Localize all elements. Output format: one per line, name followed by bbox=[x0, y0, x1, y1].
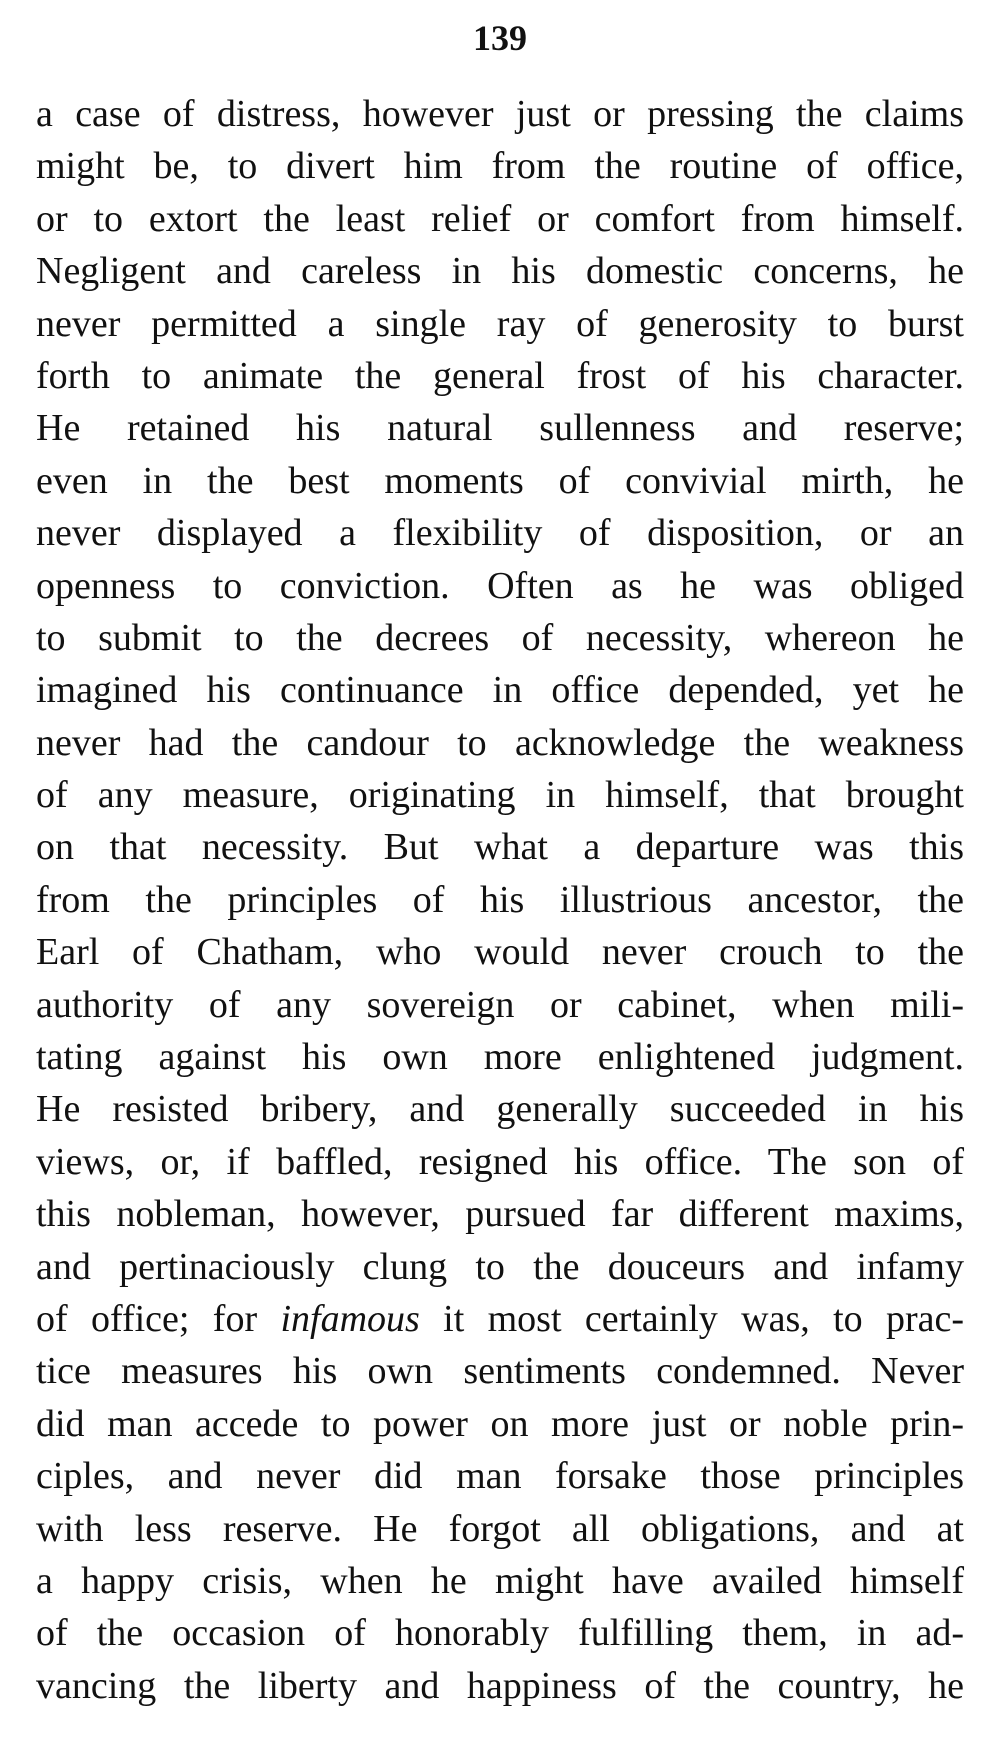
text-segment: on that necessity. But what a departure was this bbox=[36, 826, 964, 869]
italic-word: infamous bbox=[280, 1297, 420, 1340]
text-line bbox=[36, 560, 964, 612]
text-line bbox=[36, 717, 964, 769]
text-segment: and pertinaciously clung to the douceurs and infamy bbox=[36, 1245, 964, 1288]
text-line bbox=[36, 140, 964, 192]
text-line bbox=[36, 1450, 964, 1502]
text-segment: with less reserve. He forgot all obligations, and at bbox=[36, 1507, 964, 1550]
text-line bbox=[36, 1607, 964, 1659]
text-segment: to submit to the decrees of necessity, whereon he bbox=[36, 616, 964, 659]
text-segment: tating against his own more enlightened judgment. bbox=[36, 1036, 964, 1079]
text-segment: a happy crisis, when he might have availed himself bbox=[36, 1559, 964, 1602]
text-segment: Negligent and careless in his domestic concerns, he bbox=[36, 250, 964, 293]
text-segment: a case of distress, however just or pressing the claims bbox=[36, 93, 964, 135]
text-line bbox=[36, 1345, 964, 1397]
text-line bbox=[36, 769, 964, 821]
text-segment: ciples, and never did man forsake those principles bbox=[36, 1455, 964, 1498]
text-segment: might be, to divert him from the routine of office, bbox=[36, 145, 964, 188]
text-line bbox=[36, 612, 964, 664]
text-line bbox=[36, 874, 964, 926]
text-segment: views, or, if baffled, resigned his office. The son of bbox=[36, 1140, 964, 1183]
text-line bbox=[36, 1136, 964, 1188]
text-segment: did man accede to power on more just or noble prin- bbox=[36, 1402, 964, 1445]
text-segment: He retained his natural sullenness and reserve; bbox=[36, 407, 964, 450]
text-line bbox=[36, 664, 964, 716]
text-line bbox=[36, 1293, 964, 1345]
text-line bbox=[36, 402, 964, 454]
text-line bbox=[36, 1188, 964, 1240]
text-line bbox=[36, 350, 964, 402]
text-line bbox=[36, 1555, 964, 1607]
text-line bbox=[36, 1398, 964, 1450]
page-number: 139 bbox=[473, 18, 527, 58]
text-segment: He resisted bribery, and generally succeeded in his bbox=[36, 1088, 964, 1131]
text-segment: imagined his continuance in office depended, yet he bbox=[36, 669, 964, 712]
text-segment: of any measure, originating in himself, that brought bbox=[36, 774, 964, 817]
text-segment: of the occasion of honorably fulfilling them, in ad- bbox=[36, 1612, 964, 1655]
text-segment: this nobleman, however, pursued far different maxims, bbox=[36, 1193, 964, 1236]
text-line bbox=[36, 88, 964, 140]
text-segment: openness to conviction. Often as he was obliged bbox=[36, 564, 964, 607]
text-line bbox=[36, 821, 964, 873]
text-segment: it most certainly was, to prac- bbox=[419, 1297, 965, 1340]
text-segment: never displayed a flexibility of disposition, or an bbox=[36, 512, 964, 555]
text-segment: from the principles of his illustrious ancestor, the bbox=[36, 878, 964, 921]
body-text bbox=[36, 88, 964, 1712]
text-line bbox=[36, 1241, 964, 1293]
text-segment: of office; for bbox=[36, 1297, 281, 1340]
text-line bbox=[36, 193, 964, 245]
text-line bbox=[36, 1660, 964, 1712]
text-line bbox=[36, 979, 964, 1031]
text-segment: forth to animate the general frost of his character. bbox=[36, 354, 964, 397]
text-segment: authority of any sovereign or cabinet, when mili- bbox=[36, 983, 964, 1026]
text-line bbox=[36, 245, 964, 297]
text-segment: Earl of Chatham, who would never crouch to the bbox=[36, 931, 964, 974]
text-line bbox=[36, 926, 964, 978]
text-segment: tice measures his own sentiments condemned. Never bbox=[36, 1350, 964, 1393]
text-segment: or to extort the least relief or comfort from himself. bbox=[36, 197, 964, 240]
text-segment: even in the best moments of convivial mirth, he bbox=[36, 459, 964, 502]
text-line bbox=[36, 1031, 964, 1083]
text-line bbox=[36, 507, 964, 559]
text-segment: never permitted a single ray of generosity to burst bbox=[36, 302, 964, 345]
text-segment: never had the candour to acknowledge the weakness bbox=[36, 721, 964, 764]
text-segment: vancing the liberty and happiness of the country, he bbox=[36, 1664, 964, 1707]
text-line bbox=[36, 1083, 964, 1135]
text-line bbox=[36, 455, 964, 507]
text-line bbox=[36, 298, 964, 350]
text-line bbox=[36, 1503, 964, 1555]
